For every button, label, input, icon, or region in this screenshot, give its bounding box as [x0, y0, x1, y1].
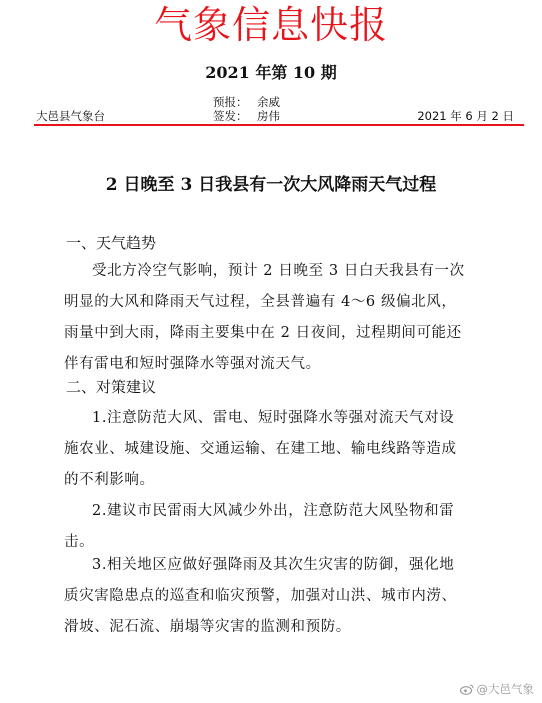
paragraph-line: 3.相关地区应做好强降雨及其次生灾害的防御，强化地 [92, 557, 455, 573]
paragraph-line: 击。 [64, 534, 95, 550]
paragraph-line: 明显的大风和降雨天气过程，全县普遍有 4～6 级偏北风， [64, 294, 457, 310]
organization-name: 大邑县气象台 [36, 109, 105, 123]
countermeasure-item-2 [62, 496, 482, 558]
section-countermeasures-heading: 二、对策建议 [66, 378, 157, 396]
issuer-value: 房伟 [257, 109, 280, 123]
paragraph-line: 2.建议市民雷雨大风减少外出，注意防范大风坠物和雷 [92, 503, 455, 519]
weibo-watermark [460, 681, 535, 697]
issue-number: 2021 年第 10 期 [205, 63, 337, 82]
issuer-label: 签发： [213, 109, 248, 123]
issue-date: 2021 年 6 月 2 日 [417, 109, 514, 123]
watermark-text: @大邑气象 [476, 682, 534, 696]
paragraph-line: 质灾害隐患点的巡查和临灾预警，加强对山洪、城市内涝、 [64, 588, 457, 604]
issuer-row [213, 108, 280, 124]
paragraph-line: 的不利影响。 [64, 472, 155, 488]
paragraph-line: 受北方冷空气影响，预计 2 日晚至 3 日白天我县有一次 [92, 263, 465, 279]
masthead-title: 气象信息快报 [153, 3, 388, 47]
weather-trend-paragraph [62, 256, 482, 380]
header-divider [34, 124, 524, 126]
document-headline: 2 日晚至 3 日我县有一次大风降雨天气过程 [105, 175, 437, 195]
weibo-icon [460, 683, 474, 695]
paragraph-line: 1.注意防范大风、雷电、短时强降水等强对流天气对设 [92, 410, 455, 426]
preparer-label: 预报： [213, 95, 248, 109]
paragraph-line: 雨量中到大雨，降雨主要集中在 2 日夜间，过程期间可能还 [64, 325, 462, 341]
paragraph-line: 伴有雷电和短时强降水等强对流天气。 [64, 356, 321, 372]
preparer-value: 余威 [257, 95, 280, 109]
paragraph-line: 施农业、城建设施、交通运输、在建工地、输电线路等造成 [64, 441, 457, 457]
section-weather-trend-heading: 一、天气趋势 [66, 234, 157, 252]
countermeasure-item-3 [62, 550, 482, 643]
paragraph-line: 滑坡、泥石流、崩塌等灾害的监测和预防。 [64, 619, 351, 635]
countermeasure-item-1 [62, 403, 482, 496]
